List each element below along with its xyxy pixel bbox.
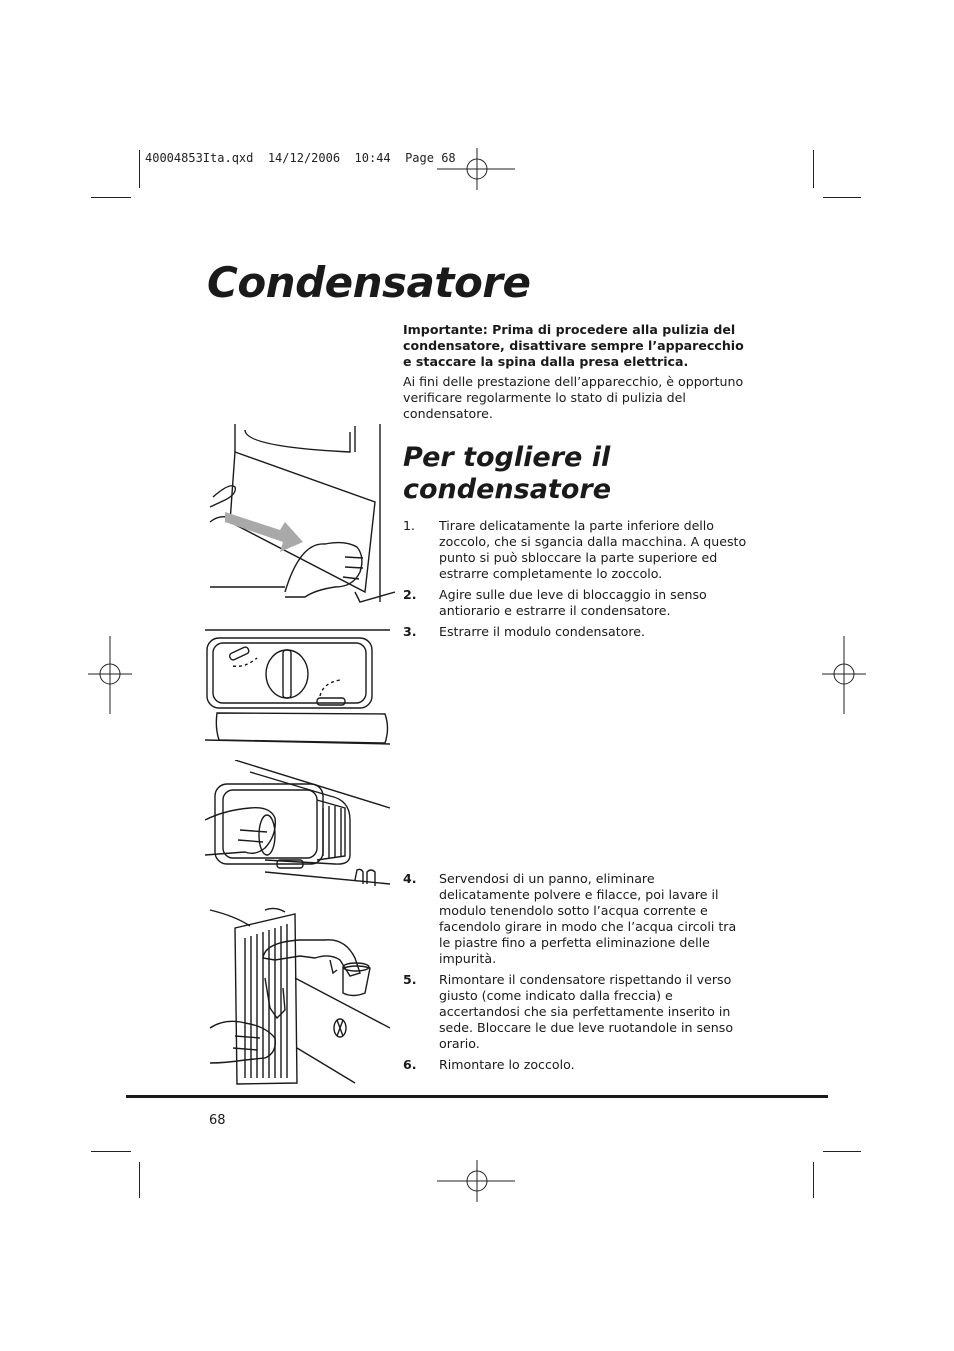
- registration-mark-icon: [88, 636, 132, 716]
- page-number: 68: [209, 1113, 226, 1128]
- page-title: Condensatore: [207, 258, 531, 307]
- registration-mark-icon: [822, 636, 866, 716]
- step-text: Estrarre il modulo condensatore.: [439, 624, 646, 639]
- plinth-removal-illustration: [205, 422, 395, 612]
- step-text: Servendosi di un panno, eliminare delicatamente polvere e filacce, poi lavare il modulo tenendolo sotto l’acqua corrente e facendolo girare in modo che l’acqua circoli tra le piastre fino a perfetta eliminazione delle impurità.: [439, 871, 737, 966]
- step-text: Rimontare lo zoccolo.: [439, 1057, 575, 1072]
- step-number: 3.: [403, 624, 417, 639]
- steps-list: [403, 518, 748, 645]
- section-title: [403, 442, 763, 506]
- steps-list: [403, 871, 748, 1078]
- list-item: [403, 871, 748, 967]
- step-number: 4.: [403, 871, 417, 886]
- section-title-line: condensatore: [403, 474, 612, 505]
- intro-paragraph: Ai fini delle prestazione dell’apparecchio, è opportuno verificare regolarmente lo stato di pulizia del condensatore.: [403, 374, 744, 421]
- print-slug: 40004853Ita.qxd 14/12/2006 10:44 Page 68: [145, 151, 456, 165]
- list-item: [403, 972, 748, 1052]
- list-item: [403, 587, 748, 619]
- crop-mark: [823, 1151, 861, 1152]
- locking-levers-illustration: [205, 628, 395, 748]
- crop-mark: [139, 1162, 140, 1198]
- list-item: [403, 518, 748, 582]
- step-number: 1.: [403, 518, 416, 533]
- crop-mark: [139, 150, 140, 188]
- list-item: [403, 624, 748, 640]
- section-title-line: Per togliere il: [403, 442, 611, 473]
- step-number: 2.: [403, 587, 417, 602]
- crop-mark: [813, 150, 814, 188]
- registration-mark-icon: [437, 1160, 517, 1202]
- condenser-extraction-illustration: [205, 760, 395, 890]
- registration-mark-icon: [437, 148, 517, 190]
- page-rule: [126, 1095, 828, 1098]
- step-text: Agire sulle due leve di bloccaggio in senso antiorario e estrarre il condensatore.: [439, 587, 707, 618]
- step-text: Tirare delicatamente la parte inferiore dello zoccolo, che si sgancia dalla macchina. A questo punto si può sbloccare la parte superiore ed estrarre completamente lo zoccolo.: [439, 518, 747, 581]
- crop-mark: [823, 197, 861, 198]
- condenser-washing-illustration: [205, 898, 395, 1088]
- step-number: 5.: [403, 972, 417, 987]
- step-number: 6.: [403, 1057, 417, 1072]
- step-text: Rimontare il condensatore rispettando il verso giusto (come indicato dalla freccia) e accertandosi che sia perfettamente inserito in sede. Bloccare le due leve ruotandole in senso orario.: [439, 972, 734, 1051]
- crop-mark: [91, 1151, 131, 1152]
- list-item: [403, 1057, 748, 1073]
- crop-mark: [91, 197, 131, 198]
- crop-mark: [813, 1162, 814, 1198]
- important-note: Importante: Prima di procedere alla pulizia del condensatore, disattivare sempre l’apparecchio e staccare la spina dalla presa elettrica.: [403, 322, 744, 369]
